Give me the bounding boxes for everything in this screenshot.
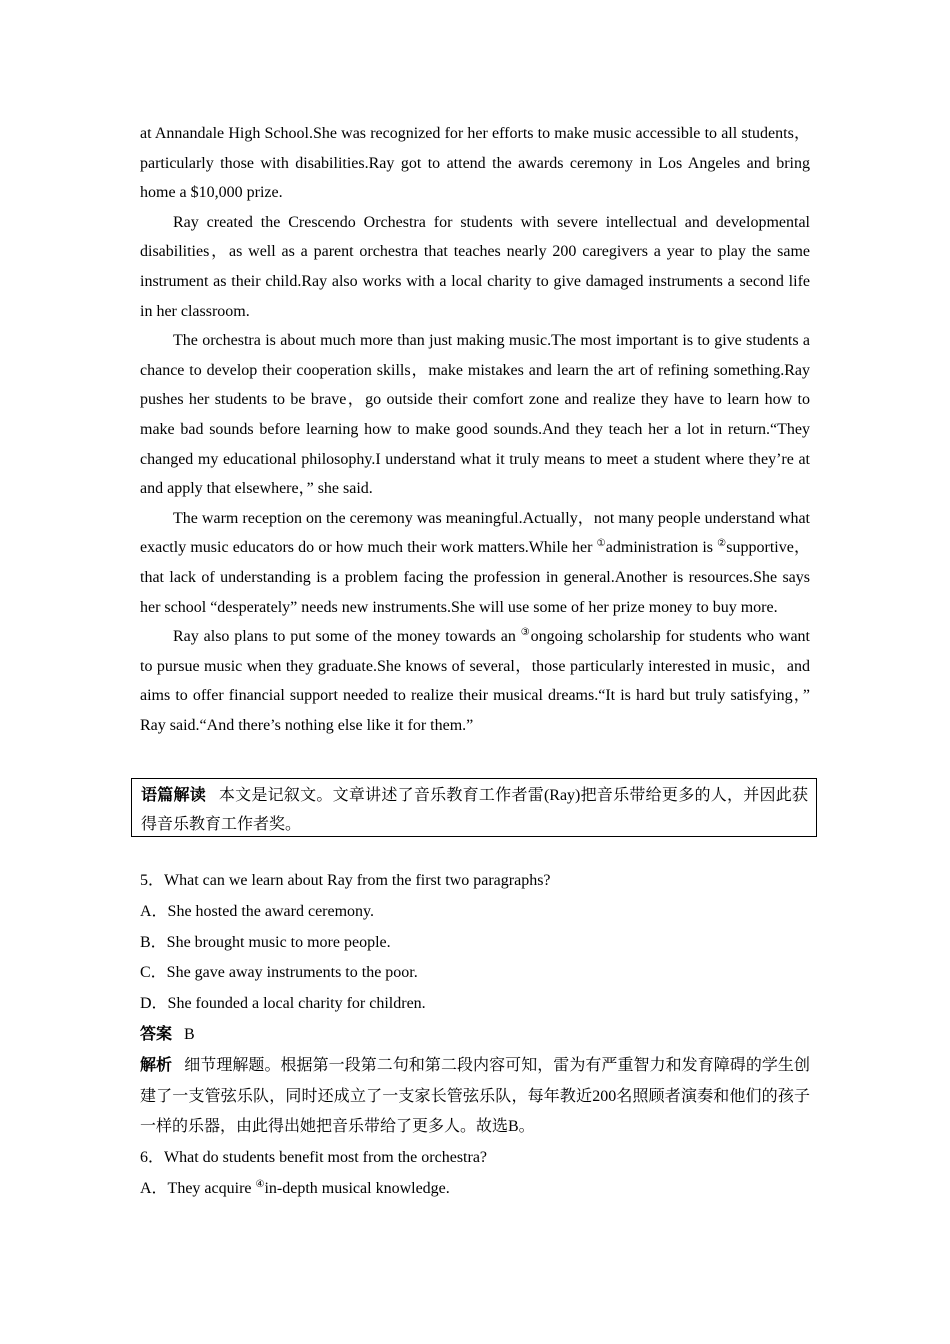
question-5-option-d: D．She founded a local charity for children. <box>140 995 426 1013</box>
analysis-label: 解析 <box>140 1056 173 1074</box>
analysis-text: 细节理解题。根据第一段第二句和第二段内容可知，雷为有严重智力和发育障碍的学生创建了一支管弦乐队，同时还成立了一支家长管弦乐队，每年教近200名照顾者演奏和他们的孩子一样的乐器，由此得出她把音乐带给了更多人。故选B。 <box>140 1056 810 1136</box>
reading-analysis-text: 本文是记叙文。文章讲述了音乐教育工作者雷(Ray)把音乐带给更多的人，并因此获得音乐教育工作者奖。 <box>141 787 808 833</box>
p4-text-2: administration is <box>605 539 718 557</box>
question-5-option-a: A．She hosted the award ceremony. <box>140 902 375 920</box>
reading-analysis-box <box>131 778 817 837</box>
reading-analysis-label: 语篇解读 <box>141 787 207 804</box>
p5-text-2: ongoing scholarship for students who want to pursue music when they graduate.She knows of several，those particularly interested in music，and aims to offer financial support needed to realize their musical dreams.“It is hard but truly satisfying，” Ray said.“And there’s nothing else like it for them.” <box>140 628 811 734</box>
paragraph-3: The orchestra is about much more than just making music.The most important is to give students a chance to develop their cooperation skills，make mistakes and learn the art of refining something.Ray pushes her students to be brave，go outside their comfort zone and realize they have to learn how to make bad sounds before learning how to make good sounds.And they teach her a lot in return.“They changed my educational philosophy.I understand what it truly means to meet a student where they’re at and apply that elsewhere，” she said. <box>140 332 811 498</box>
paragraph-2: Ray created the Crescendo Orchestra for students with severe intellectual and developmental disabilities，as well as a parent orchestra that teaches nearly 200 caregivers a year to play the same instrument as their child.Ray also works with a local charity to give damaged instruments a second life in her classroom. <box>140 213 810 320</box>
footnote-mark-4: ④ <box>255 1178 265 1190</box>
footnote-mark-3: ③ <box>520 627 531 639</box>
footnote-mark-1: ① <box>596 538 606 550</box>
question-6-option-a <box>140 1174 810 1205</box>
question-5-option-b: B．She brought music to more people. <box>140 933 391 951</box>
passage <box>140 119 810 740</box>
answer-label: 答案 <box>140 1025 173 1043</box>
q6-option-a-prefix: A．They acquire <box>140 1179 256 1197</box>
paragraph-5 <box>140 622 810 740</box>
question-5-analysis <box>140 1051 810 1143</box>
paragraph-1: at Annandale High School.She was recognized for her efforts to make music accessible to all students，particularly those with disabilities.Ray got to attend the awards ceremony in Los Angeles and bring home a $10,000 prize. <box>140 125 810 202</box>
p4-text-3: supportive，that lack of understanding is a problem facing the profession in general.Another is resources.She says her school “desperately” needs new instruments.She will use some of her prize money to buy more. <box>140 539 810 616</box>
paragraph-4 <box>140 504 810 622</box>
answer-value: B <box>184 1025 195 1043</box>
questions <box>140 866 810 1205</box>
q6-option-a-text: in-depth musical knowledge. <box>264 1179 450 1197</box>
question-5-answer <box>140 1020 810 1051</box>
question-5-option-c: C．She gave away instruments to the poor. <box>140 964 418 982</box>
p4-text-1: The warm reception on the ceremony was meaningful.Actually，not many people understand what exactly music educators do or how much their work matters.While her <box>140 509 810 557</box>
footnote-mark-2: ② <box>717 538 727 550</box>
question-5-stem: 5．What can we learn about Ray from the first two paragraphs? <box>140 872 551 889</box>
question-6-stem: 6．What do students benefit most from the orchestra? <box>140 1149 488 1167</box>
p5-text-1: Ray also plans to put some of the money towards an <box>173 628 521 646</box>
